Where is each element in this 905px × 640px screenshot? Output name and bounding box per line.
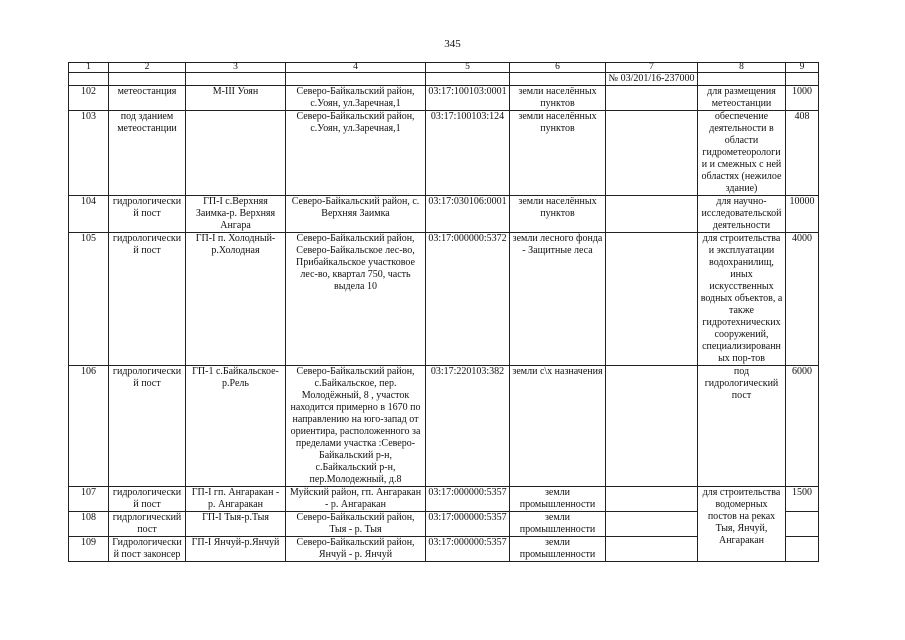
registration-number-cell: № 03/201/16-237000 [606,73,698,86]
area: 1500 [786,487,819,512]
column-number-row [69,63,819,73]
land-category: земли населённых пунктов [510,86,606,111]
column-header: 5 [426,63,510,73]
object-name: ГП-1 с.Байкальское-р.Рель [186,366,286,487]
area: 408 [786,111,819,196]
document-cell [606,111,698,196]
row-number: 108 [69,512,109,537]
cadastral-number: 03:17:220103:382 [426,366,510,487]
column-header: 2 [109,63,186,73]
cadastral-number: 03:17:000000:5357 [426,487,510,512]
table-row [69,196,819,233]
object-type: метеостанция [109,86,186,111]
address: Северо-Байкальский район, с.Уоян, ул.Заречная,1 [286,111,426,196]
document-cell [606,86,698,111]
document-cell [606,196,698,233]
document-cell [606,512,698,537]
table-row [69,366,819,487]
cadastral-number: 03:17:000000:5357 [426,512,510,537]
object-name [186,111,286,196]
address: Северо-Байкальский район, с.Уоян, ул.Заречная,1 [286,86,426,111]
column-header: 7 [606,63,698,73]
document-cell [606,366,698,487]
land-category: земли промышленности [510,537,606,562]
page-number: 345 [444,38,461,50]
column-header: 6 [510,63,606,73]
area: 10000 [786,196,819,233]
carry-over-row [69,73,819,86]
land-category: земли населённых пунктов [510,111,606,196]
land-category: земли лесного фонда - Защитные леса [510,233,606,366]
object-name: ГП-I Тыя-р.Тыя [186,512,286,537]
purpose: обеспечение деятельности в области гидрометеорологии и смежных с ней областях (нежилое здание) [698,111,786,196]
address: Северо-Байкальский район, Янчуй - р. Янчуй [286,537,426,562]
column-header: 3 [186,63,286,73]
purpose: под гидрологический пост [698,366,786,487]
purpose: для научно-исследовательской деятельности [698,196,786,233]
object-name: М-III Уоян [186,86,286,111]
object-name: ГП-I Янчуй-р.Янчуй [186,537,286,562]
address: Северо-Байкальский район, Северо-Байкальское лес-во, Прибайкальское участковое лес-во, квартал 750, часть выдела 10 [286,233,426,366]
object-name: ГП-I п. Холодный-р.Холодная [186,233,286,366]
area [786,512,819,537]
area: 6000 [786,366,819,487]
table-row [69,86,819,111]
table-row [69,233,819,366]
cadastral-number: 03:17:000000:5372 [426,233,510,366]
area: 4000 [786,233,819,366]
row-number: 104 [69,196,109,233]
row-number: 102 [69,86,109,111]
address: Северо-Байкальский район, Тыя - р. Тыя [286,512,426,537]
table-row [69,487,819,512]
purpose: для строительства и эксплуатации водохранилищ, иных искусственных водных объектов, а также гидротехнических сооружений, специализированных пор-тов [698,233,786,366]
address: Муйский район, гп. Ангаракан - р. Ангаракан [286,487,426,512]
object-type: гидрологический пост [109,233,186,366]
object-type: гидрологический пост [109,487,186,512]
row-number: 109 [69,537,109,562]
object-type: Гидрологический пост законсер [109,537,186,562]
address: Северо-Байкальский район, с.Байкальское, пер. Молодёжный, 8 , участок находится примерно в 1670 по направлению на юго-запад от ориентира, расположенного за пределами участка :Северо-Байкальский р-н, с.Байкальский р-н, пер.Молодежный, д.8 [286,366,426,487]
row-number: 106 [69,366,109,487]
address: Северо-Байкальский район, с. Верхняя Заимка [286,196,426,233]
cadastral-number: 03:17:100103:0001 [426,86,510,111]
table-row [69,111,819,196]
row-number: 105 [69,233,109,366]
cadastral-number: 03:17:000000:5357 [426,537,510,562]
object-type: гидрлогический пост [109,512,186,537]
land-registry-table [68,62,819,562]
land-category: земли промышленности [510,487,606,512]
purpose: для строительства водомерных постов на реках Тыя, Янчуй, Ангаракан [698,487,786,562]
land-category: земли промышленности [510,512,606,537]
row-number: 103 [69,111,109,196]
purpose: для размещения метеостанции [698,86,786,111]
land-category: земли населённых пунктов [510,196,606,233]
land-category: земли с\х назначения [510,366,606,487]
document-cell [606,233,698,366]
object-type: гидрологический пост [109,366,186,487]
area [786,537,819,562]
cadastral-number: 03:17:030106:0001 [426,196,510,233]
column-header: 8 [698,63,786,73]
document-cell [606,537,698,562]
row-number: 107 [69,487,109,512]
cadastral-number: 03:17:100103:124 [426,111,510,196]
column-header: 4 [286,63,426,73]
area: 1000 [786,86,819,111]
document-cell [606,487,698,512]
column-header: 1 [69,63,109,73]
object-name: ГП-I с.Верхняя Заимка-р. Верхняя Ангара [186,196,286,233]
column-header: 9 [786,63,819,73]
object-type: под зданием метеостанции [109,111,186,196]
object-type: гидрологический пост [109,196,186,233]
object-name: ГП-I гп. Ангаракан - р. Ангаракан [186,487,286,512]
